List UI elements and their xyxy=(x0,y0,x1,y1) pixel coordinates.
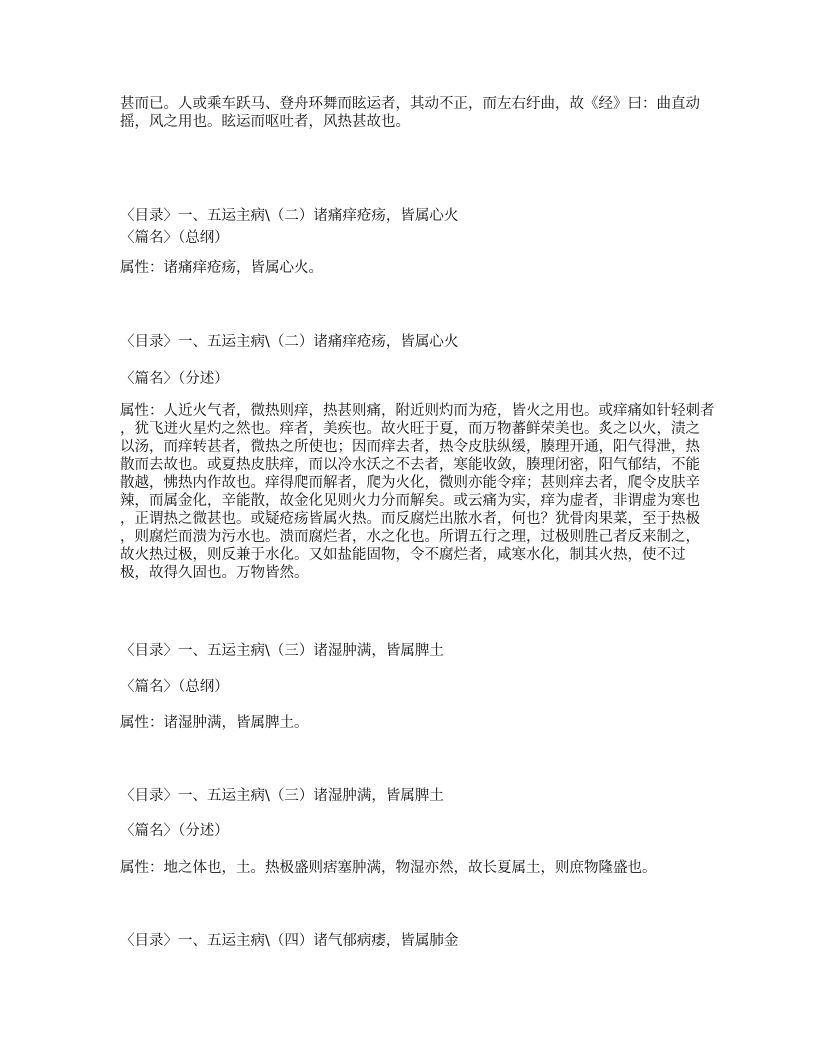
text-line: 〈篇名〉（分述） xyxy=(120,823,229,839)
text-line: 〈篇名〉（总纲） xyxy=(120,679,229,695)
paragraph-line: 甚而已。人或乘车跃马、登舟环舞而眩运者，其动不正，而左右纡曲，故《经》曰：曲直动 xyxy=(120,96,700,112)
text-line: 散而去故也。或夏热皮肤痒，而以冷水沃之不去者，寒能收敛，腠理闭密，阳气郁结，不能 xyxy=(120,457,700,473)
text-line: 摇，风之用也。眩运而呕吐者，风热甚故也。 xyxy=(120,114,410,130)
text-line: 〈目录〉一、五运主病\（二）诸痛痒疮疡，皆属心火 xyxy=(120,334,459,350)
text-line: 以汤，而痒转甚者，微热之所使也；因而痒去者，热令皮肤纵缓，腠理开通，阳气得泄，热 xyxy=(120,439,700,455)
text-line: ，则腐烂而溃为污水也。溃而腐烂者，水之化也。所谓五行之理，过极则胜己者反来制之， xyxy=(120,529,700,545)
text-line: 〈目录〉一、五运主病\（三）诸湿肿满，皆属脾土 xyxy=(120,788,444,804)
text-line: 属性：地之体也，土。热极盛则痞塞肿满，物湿亦然，故长夏属土，则庶物隆盛也。 xyxy=(120,860,657,876)
text-line: ，正谓热之微甚也。或疑疮疡皆属火热。而反腐烂出脓水者，何也？犹骨肉果菜，至于热极 xyxy=(120,511,700,527)
text-line: 散越，怫热内作故也。痒得爬而解者，爬为火化，微则亦能令痒；甚则痒去者，爬令皮肤辛 xyxy=(120,475,700,491)
text-line: 属性：人近火气者，微热则痒，热甚则痛，附近则灼而为疮，皆火之用也。或痒痛如针轻刺者 xyxy=(120,403,715,419)
text-line: 〈篇名〉（总纲） xyxy=(120,230,229,246)
text-line: 极，故得久固也。万物皆然。 xyxy=(120,565,309,581)
text-line: 〈目录〉一、五运主病\（四）诸气郁病痿，皆属肺金 xyxy=(120,933,459,949)
text-line: 辣，而属金化，辛能散，故金化见则火力分而解矣。或云痛为实，痒为虚者，非谓虚为寒也 xyxy=(120,493,700,509)
text-line: 属性：诸痛痒疮疡，皆属心火。 xyxy=(120,260,323,276)
text-line: ，犹飞迸火星灼之然也。痒者，美疾也。故火旺于夏，而万物蕃鲜荣美也。炙之以火，渍之 xyxy=(120,421,700,437)
text-line: 故火热过极，则反兼于水化。又如盐能固物，令不腐烂者，咸寒水化，制其火热，使不过 xyxy=(120,547,686,563)
text-line: 〈目录〉一、五运主病\（二）诸痛痒疮疡，皆属心火 xyxy=(120,208,459,224)
text-line: 属性：诸湿肿满，皆属脾土。 xyxy=(120,715,309,731)
text-line: 〈目录〉一、五运主病\（三）诸湿肿满，皆属脾土 xyxy=(120,643,444,659)
text-line: 〈篇名〉（分述） xyxy=(120,371,229,387)
